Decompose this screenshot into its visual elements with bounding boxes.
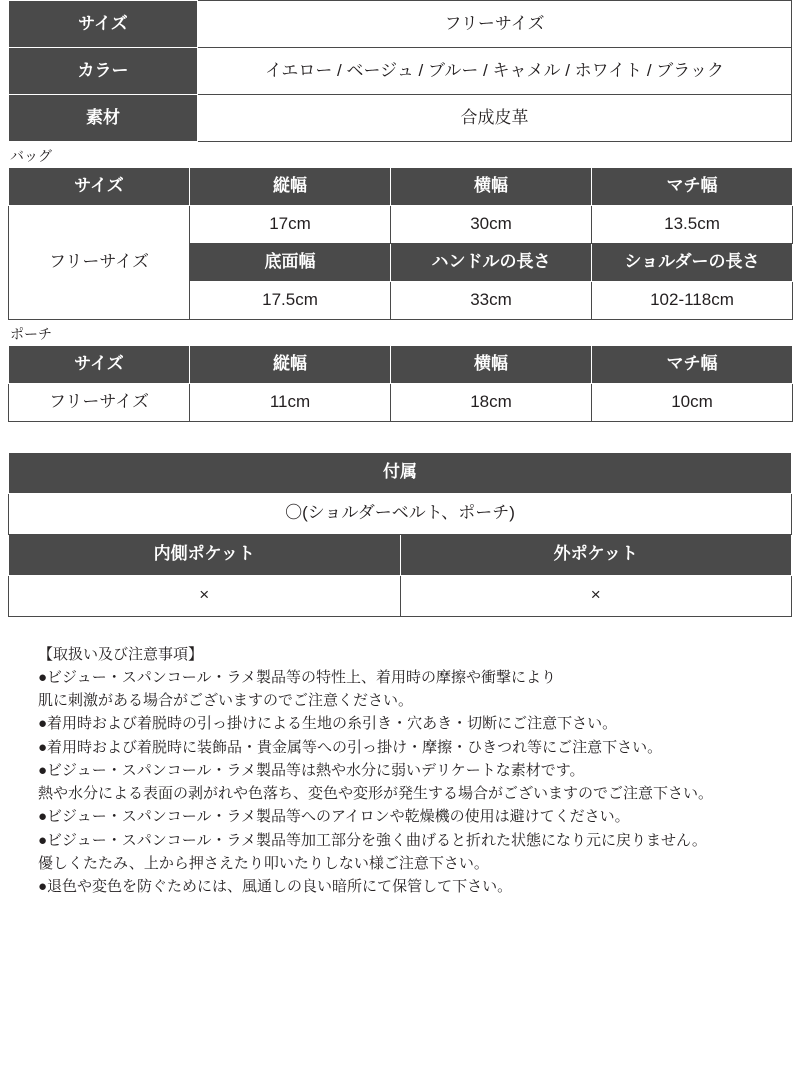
pouch-header-depth: マチ幅 <box>592 345 793 383</box>
table-row <box>9 345 793 383</box>
care-note-line: ●ビジュー・スパンコール・ラメ製品等は熱や水分に弱いデリケートな素材です。 <box>38 761 585 779</box>
bag-value-height: 17cm <box>190 205 391 243</box>
pocket-value-outer: × <box>400 575 792 616</box>
pouch-size-label: フリーサイズ <box>9 383 190 421</box>
care-note-line: 熱や水分による表面の剥がれや色落ち、変色や変形が発生する場合がございますのでご注意下さい。 <box>38 785 714 803</box>
accessory-table <box>8 452 792 617</box>
pouch-measurements-table <box>8 345 793 422</box>
spec-value-material: 合成皮革 <box>198 95 792 142</box>
table-row <box>9 167 793 205</box>
bag-measurements-table <box>8 167 793 320</box>
pocket-header-outer: 外ポケット <box>400 534 792 575</box>
bag-section-caption: バッグ <box>10 148 52 164</box>
spec-label-color: カラー <box>9 48 198 95</box>
table-row <box>9 383 793 421</box>
care-note-line: ●着用時および着脱時の引っ掛けによる生地の糸引き・穴あき・切断にご注意下さい。 <box>38 715 618 733</box>
table-row <box>9 95 792 142</box>
pouch-section-caption: ポーチ <box>10 325 52 342</box>
care-note-line: ●ビジュー・スパンコール・ラメ製品等の特性上、着用時の摩擦や衝撃により <box>38 668 557 686</box>
spec-label-material: 素材 <box>9 95 198 142</box>
care-note-line: ●ビジュー・スパンコール・ラメ製品等加工部分を強く曲げると折れた状態になり元に戻りません。 <box>38 831 707 849</box>
care-note-line: ●着用時および着脱時に装飾品・貴金属等への引っ掛け・摩擦・ひきつれ等にご注意下さい。 <box>38 738 663 756</box>
bag-subheader-bottom-width: 底面幅 <box>190 243 391 281</box>
table-row <box>9 493 792 534</box>
bag-value-bottom-width: 17.5cm <box>190 281 391 319</box>
care-notes <box>8 643 792 899</box>
care-notes-title: 【取扱い及び注意事項】 <box>38 645 204 663</box>
spec-value-color: イエロー / ベージュ / ブルー / キャメル / ホワイト / ブラック <box>198 48 792 95</box>
bag-header-depth: マチ幅 <box>592 167 793 205</box>
care-note-line: 優しくたたみ、上から押さえたり叩いたりしない様ご注意下さい。 <box>38 854 489 872</box>
pouch-value-height: 11cm <box>190 383 391 421</box>
pouch-value-depth: 10cm <box>592 383 793 421</box>
pouch-header-height: 縦幅 <box>190 345 391 383</box>
care-note-line: 肌に刺激がある場合がございますのでご注意ください。 <box>38 692 414 710</box>
spec-value-size: フリーサイズ <box>198 1 792 48</box>
care-note-line: ●ビジュー・スパンコール・ラメ製品等へのアイロンや乾燥機の使用は避けてください。 <box>38 808 630 826</box>
bag-size-label: フリーサイズ <box>9 205 190 319</box>
pocket-header-inner: 内側ポケット <box>9 534 401 575</box>
bag-value-depth: 13.5cm <box>592 205 793 243</box>
table-row <box>9 48 792 95</box>
accessory-title: 付属 <box>9 452 792 493</box>
bag-header-size: サイズ <box>9 167 190 205</box>
table-row <box>9 575 792 616</box>
bag-value-shoulder-length: 102-118cm <box>592 281 793 319</box>
bag-value-handle-length: 33cm <box>391 281 592 319</box>
table-row <box>9 1 792 48</box>
pouch-value-width: 18cm <box>391 383 592 421</box>
spec-label-size: サイズ <box>9 1 198 48</box>
bag-header-height: 縦幅 <box>190 167 391 205</box>
table-row <box>9 534 792 575</box>
accessory-value: 〇(ショルダーベルト、ポーチ) <box>9 493 792 534</box>
pouch-header-size: サイズ <box>9 345 190 383</box>
bag-value-width: 30cm <box>391 205 592 243</box>
pocket-value-inner: × <box>9 575 401 616</box>
table-row <box>9 452 792 493</box>
bag-subheader-shoulder-length: ショルダーの長さ <box>592 243 793 281</box>
spec-table <box>8 0 792 142</box>
table-row <box>9 205 793 243</box>
bag-header-width: 横幅 <box>391 167 592 205</box>
bag-subheader-handle-length: ハンドルの長さ <box>391 243 592 281</box>
pouch-header-width: 横幅 <box>391 345 592 383</box>
care-note-line: ●退色や変色を防ぐためには、風通しの良い暗所にて保管して下さい。 <box>38 878 513 896</box>
